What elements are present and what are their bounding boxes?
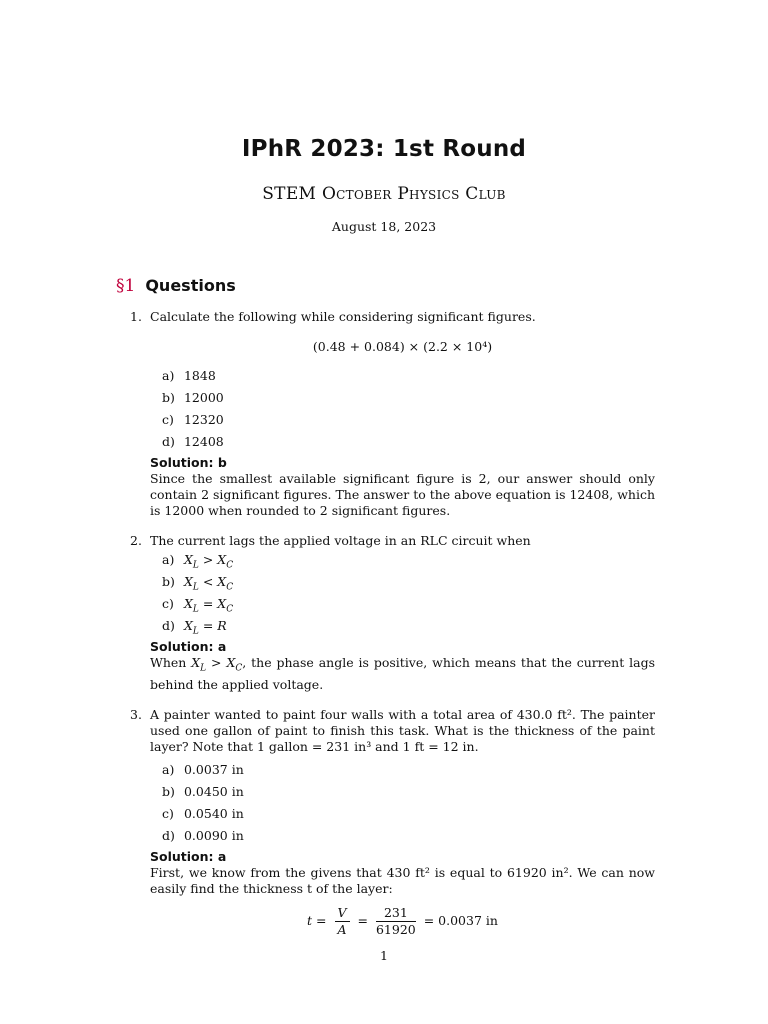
option-b: b) 0.0450 in	[162, 783, 244, 799]
fraction: $\frac{V}{A}$	[335, 905, 350, 938]
option-a: a) 1848	[162, 368, 216, 383]
question-number: 2.	[130, 533, 142, 548]
solution-heading: Solution: b	[150, 455, 227, 470]
math-expression: $X_L = X_C$	[183, 596, 234, 615]
solution-heading: Solution: a	[150, 639, 227, 654]
solution-text: First, we know from the givens that 430 ft² is equal to 61920 in². We can now easily find the thickness t of the layer:	[150, 864, 655, 896]
option-c: c) 12320	[162, 412, 224, 427]
option-c: c) $X_L = X_C$	[162, 596, 234, 615]
question-number: 1.	[130, 309, 142, 324]
math-expression: $X_L > X_C$	[183, 552, 234, 571]
option-c: c) 0.0540 in	[162, 805, 244, 821]
options-list	[150, 365, 655, 453]
page-number: 1	[380, 948, 388, 963]
question-text: Calculate the following while considering significant figures.	[150, 309, 536, 324]
question-2	[130, 533, 655, 693]
option-a: a) $X_L > X_C$	[162, 552, 234, 571]
solution-equation: t = $\frac{V}{A}$ = $\frac{231}{61920}$ = 0.0037 in	[307, 904, 498, 937]
options-list	[150, 759, 655, 847]
option-b: b) $X_L < X_C$	[162, 574, 234, 593]
questions-list	[130, 309, 655, 948]
solution-text: Since the smallest available significant figure is 2, our answer should only contain 2 significant figures. The answer to the above equation is 12408, which is 12000 when rounded to 2 significant figures.	[150, 471, 655, 518]
option-d: d) 0.0090 in	[162, 827, 244, 843]
section-number: §1	[116, 276, 136, 296]
solution-heading: Solution: a	[150, 848, 227, 864]
document-title: IPhR 2023: 1st Round	[241, 136, 527, 162]
question-text: A painter wanted to paint four walls with a total area of 430.0 ft². The painter used one gallon of paint to finish this task. What is the thickness of the paint layer? Note that 1 gallon = 231 in³ and 1 ft = 12 in.	[150, 706, 655, 754]
options-list	[150, 549, 655, 637]
section-title: Questions	[145, 276, 236, 295]
option-d: d) 12408	[162, 434, 224, 449]
option-b: b) 12000	[162, 390, 224, 405]
math-expression: $X_L = R$	[183, 618, 227, 637]
question-1	[130, 309, 655, 519]
question-3	[130, 707, 655, 938]
document-subtitle: STEM October Physics Club	[262, 184, 506, 204]
option-d: d) $X_L = R$	[162, 618, 227, 637]
section-heading	[116, 276, 236, 296]
question-number: 3.	[130, 706, 142, 722]
option-a: a) 0.0037 in	[162, 761, 244, 777]
math-expression: $X_L < X_C$	[183, 574, 234, 593]
question-equation: (0.48 + 0.084) × (2.2 × 10⁴)	[312, 339, 493, 354]
document-date: August 18, 2023	[331, 219, 437, 234]
fraction: $\frac{231}{61920}$	[375, 904, 416, 937]
question-text: The current lags the applied voltage in an RLC circuit when	[150, 533, 531, 548]
solution-text: When $X_L > X_C$, the phase angle is positive, which means that the current lags behind the applied voltage.	[150, 655, 656, 692]
